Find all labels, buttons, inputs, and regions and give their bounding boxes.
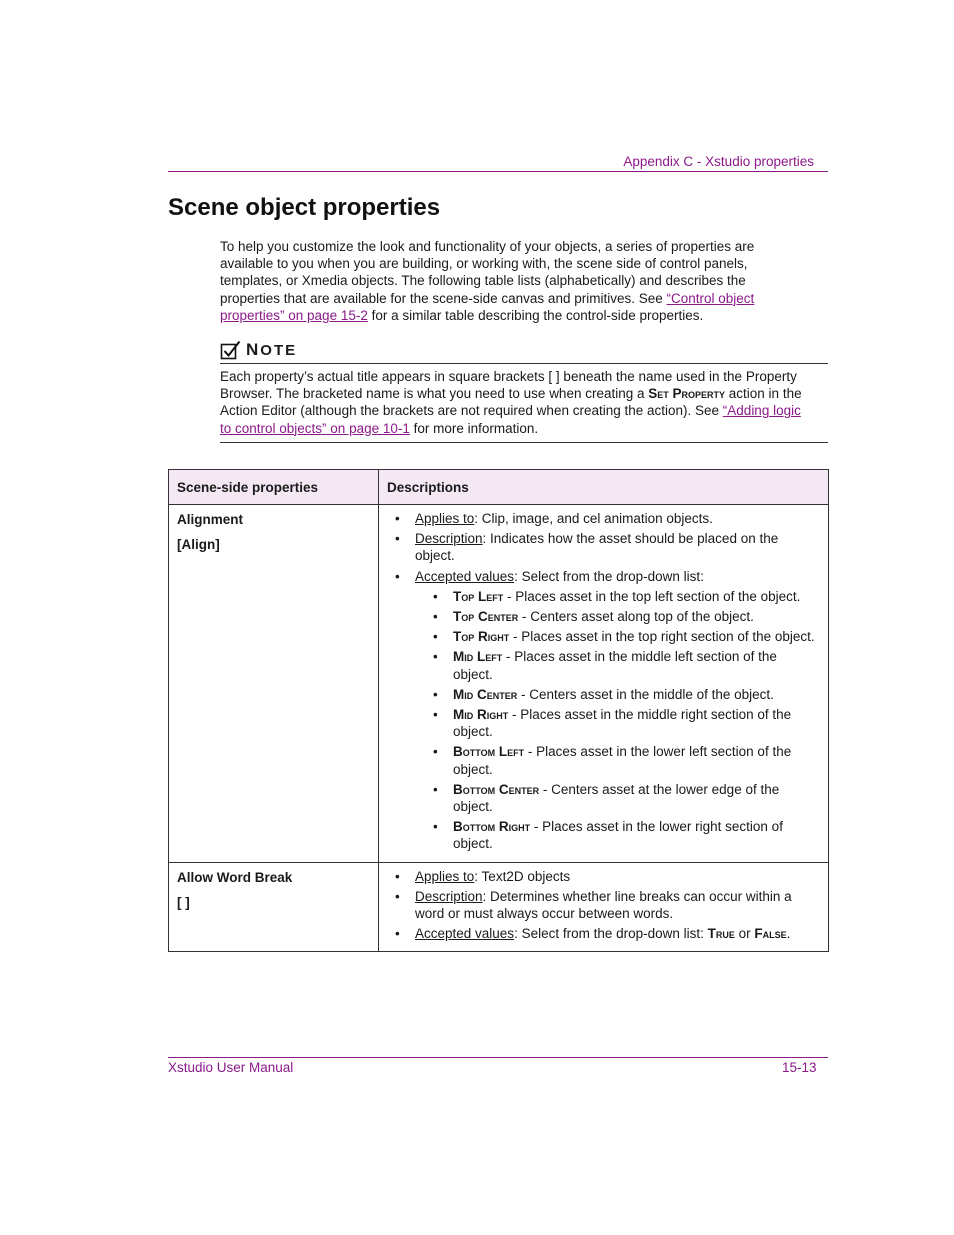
set-property-action-name: Set Property: [648, 386, 726, 402]
list-item: • Bottom Right - Places asset in the lower right section of object.: [415, 818, 820, 852]
accepted-values-list: [415, 588, 820, 853]
list-item: • Top Right - Places asset in the top right section of the object.: [415, 628, 820, 645]
property-description-cell: [379, 862, 829, 952]
property-name: Allow Word Break: [177, 869, 293, 885]
property-name-cell: [169, 862, 379, 952]
list-item: • Mid Center - Centers asset in the middle of the object.: [415, 686, 820, 703]
note-text-1: Each property’s actual title appears in square brackets [ ] beneath the name used in the Property Browser. The bracketed name is what you need to use when creating a: [220, 369, 797, 402]
note-text-2: action in the Action Editor (although the brackets are not required when creating the action). See: [220, 386, 802, 419]
note-rule-bottom: [220, 442, 828, 443]
list-item: • Applies to: Clip, image, and cel animation objects.: [387, 510, 820, 527]
list-item: • Top Center - Centers asset along top of the object.: [415, 608, 820, 625]
footer-page-number: 15-13: [782, 1060, 817, 1075]
table-row: [169, 505, 829, 863]
note-text-3: for more information.: [409, 420, 539, 436]
footer-manual-title: Xstudio User Manual: [168, 1060, 294, 1075]
description-list: [387, 868, 820, 943]
table-row: [169, 862, 829, 952]
control-object-properties-link[interactable]: “Control object properties” on page 15-2: [220, 290, 755, 323]
note-rule-top: [220, 363, 828, 364]
list-item: • Accepted values: Select from the drop-down list: True or False.: [387, 925, 820, 942]
header-rule: [168, 171, 828, 172]
adding-logic-link[interactable]: “Adding logic to control objects” on page 10-1: [220, 403, 801, 436]
table-header-row: [169, 470, 829, 505]
property-name-cell: [169, 505, 379, 863]
properties-table: [168, 469, 829, 952]
list-item: • Top Left - Places asset in the top left section of the object.: [415, 588, 820, 605]
intro-text-before: To help you customize the look and functionality of your objects, a series of properties are available to you when you are building, or working with, the scene side of control panels, templates, or Xmedia objects. The following table lists (alphabetically) and describes the properties that are available for the scene-side canvas and primitives. See: [220, 239, 755, 306]
list-item: • Description: Determines whether line breaks can occur within a word or must always occur between words.: [387, 888, 820, 922]
page-title: Scene object properties: [168, 194, 441, 221]
list-item: • Bottom Center - Centers asset at the lower edge of the object.: [415, 781, 820, 815]
note-heading: [220, 340, 297, 360]
list-item: • Applies to: Text2D objects: [387, 868, 820, 885]
property-description-cell: [379, 505, 829, 863]
property-title: [Align]: [177, 537, 220, 552]
intro-text-after: for a similar table describing the control-side properties.: [367, 307, 704, 323]
footer-rule: [168, 1057, 828, 1058]
list-item: • Mid Right - Places asset in the middle right section of the object.: [415, 706, 820, 740]
note-body: [220, 368, 810, 437]
list-item: • Bottom Left - Places asset in the lower left section of the object.: [415, 743, 820, 777]
description-list: [387, 510, 820, 853]
running-header: Appendix C - Xstudio properties: [623, 154, 814, 169]
list-item: • Mid Left - Places asset in the middle left section of the object.: [415, 648, 820, 682]
column-header-properties: Scene-side properties: [169, 470, 379, 505]
property-name: Alignment: [177, 512, 243, 527]
list-item: • Accepted values: Select from the drop-down list: • Top Left - Places asset in the top left section of the object. • Top Center - Centers asset along top of the object. • Top Right - Places asset in the top right section of the object. • Mid Left - Places asset in the middle left section of the object. • Mid Center - Centers asset in the middle of the object. • Mid Right - Places asset in the middle right section of the object. • Bottom Left - Places asset in the lower left section of the object. • Bottom Center - Centers asset at the lower edge of the object. • Bottom Right - Places asset in the lower right section of object.: [387, 568, 820, 853]
list-item: • Description: Indicates how the asset should be placed on the object.: [387, 530, 820, 564]
intro-paragraph: [220, 238, 795, 324]
column-header-descriptions: Descriptions: [379, 470, 829, 505]
property-title: [ ]: [177, 894, 190, 910]
checkbox-checked-icon: [220, 340, 242, 360]
note-label: NOTE: [246, 340, 298, 359]
